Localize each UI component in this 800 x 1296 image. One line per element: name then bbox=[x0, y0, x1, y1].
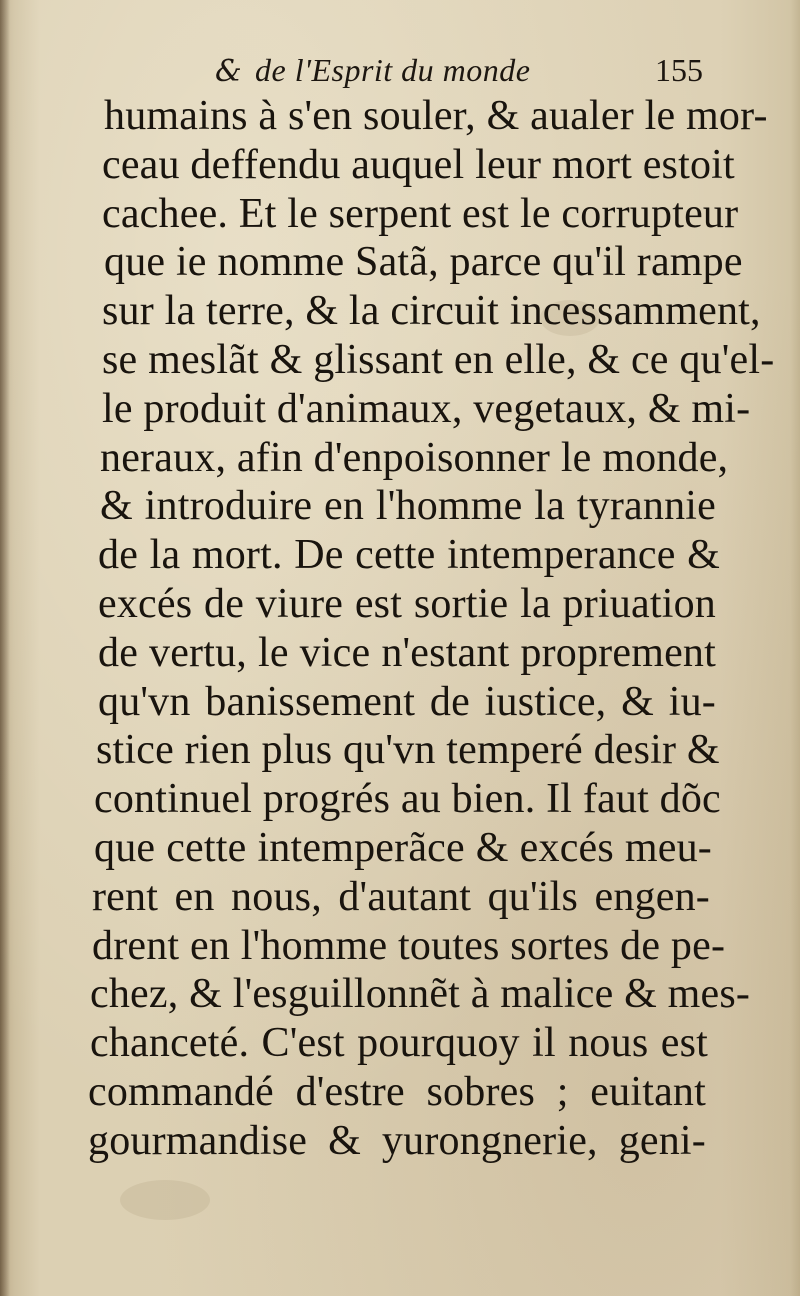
text-line: neraux, afin d'enpoisonner le monde, bbox=[100, 434, 729, 481]
text-line: se meslãt & glissant en elle, & ce qu'el- bbox=[102, 336, 775, 383]
text-line: excés de viure est sortie la priuation bbox=[98, 580, 716, 627]
running-title: de l'Esprit du monde bbox=[255, 52, 531, 88]
text-line: sur la terre, & la circuit incessamment, bbox=[102, 288, 761, 335]
text-line: commandé d'estre sobres ; euitant bbox=[88, 1068, 706, 1115]
text-line: de la mort. De cette intemperance & bbox=[98, 532, 720, 579]
text-line: qu'vn banissement de iustice, & iu- bbox=[98, 678, 716, 725]
text-line: & introduire en l'homme la tyrannie bbox=[100, 483, 716, 530]
text-line: gourmandise & yurongnerie, geni- bbox=[88, 1117, 706, 1164]
body-text bbox=[88, 92, 775, 1166]
paper-stain bbox=[120, 1180, 210, 1220]
page-number: 155 bbox=[655, 52, 703, 88]
text-line: de vertu, le vice n'estant proprement bbox=[98, 629, 716, 676]
text-line: rent en nous, d'autant qu'ils engen- bbox=[92, 873, 710, 920]
text-line: que ie nomme Satã, parce qu'il rampe bbox=[104, 239, 743, 286]
running-head bbox=[215, 52, 715, 92]
text-line: le produit d'animaux, vegetaux, & mi- bbox=[102, 385, 751, 432]
text-line: chez, & l'esguillonnẽt à malice & mes- bbox=[90, 971, 751, 1018]
text-line: chanceté. C'est pourquoy il nous est bbox=[90, 1020, 708, 1067]
text-line: drent en l'homme toutes sortes de pe- bbox=[92, 922, 726, 969]
text-line: ceau deffendu auquel leur mort estoit bbox=[102, 141, 735, 188]
text-line: continuel progrés au bien. Il faut dõc bbox=[94, 776, 721, 823]
ornament-glyph: & bbox=[215, 54, 242, 89]
text-line: humains à s'en souler, & aualer le mor- bbox=[104, 93, 768, 139]
text-line: stice rien plus qu'vn temperé desir & bbox=[96, 727, 720, 774]
binding-shadow bbox=[0, 0, 10, 1296]
text-line: que cette intemperãce & excés meu- bbox=[94, 824, 712, 871]
text-line: cachee. Et le serpent est le corrupteur bbox=[102, 190, 739, 237]
